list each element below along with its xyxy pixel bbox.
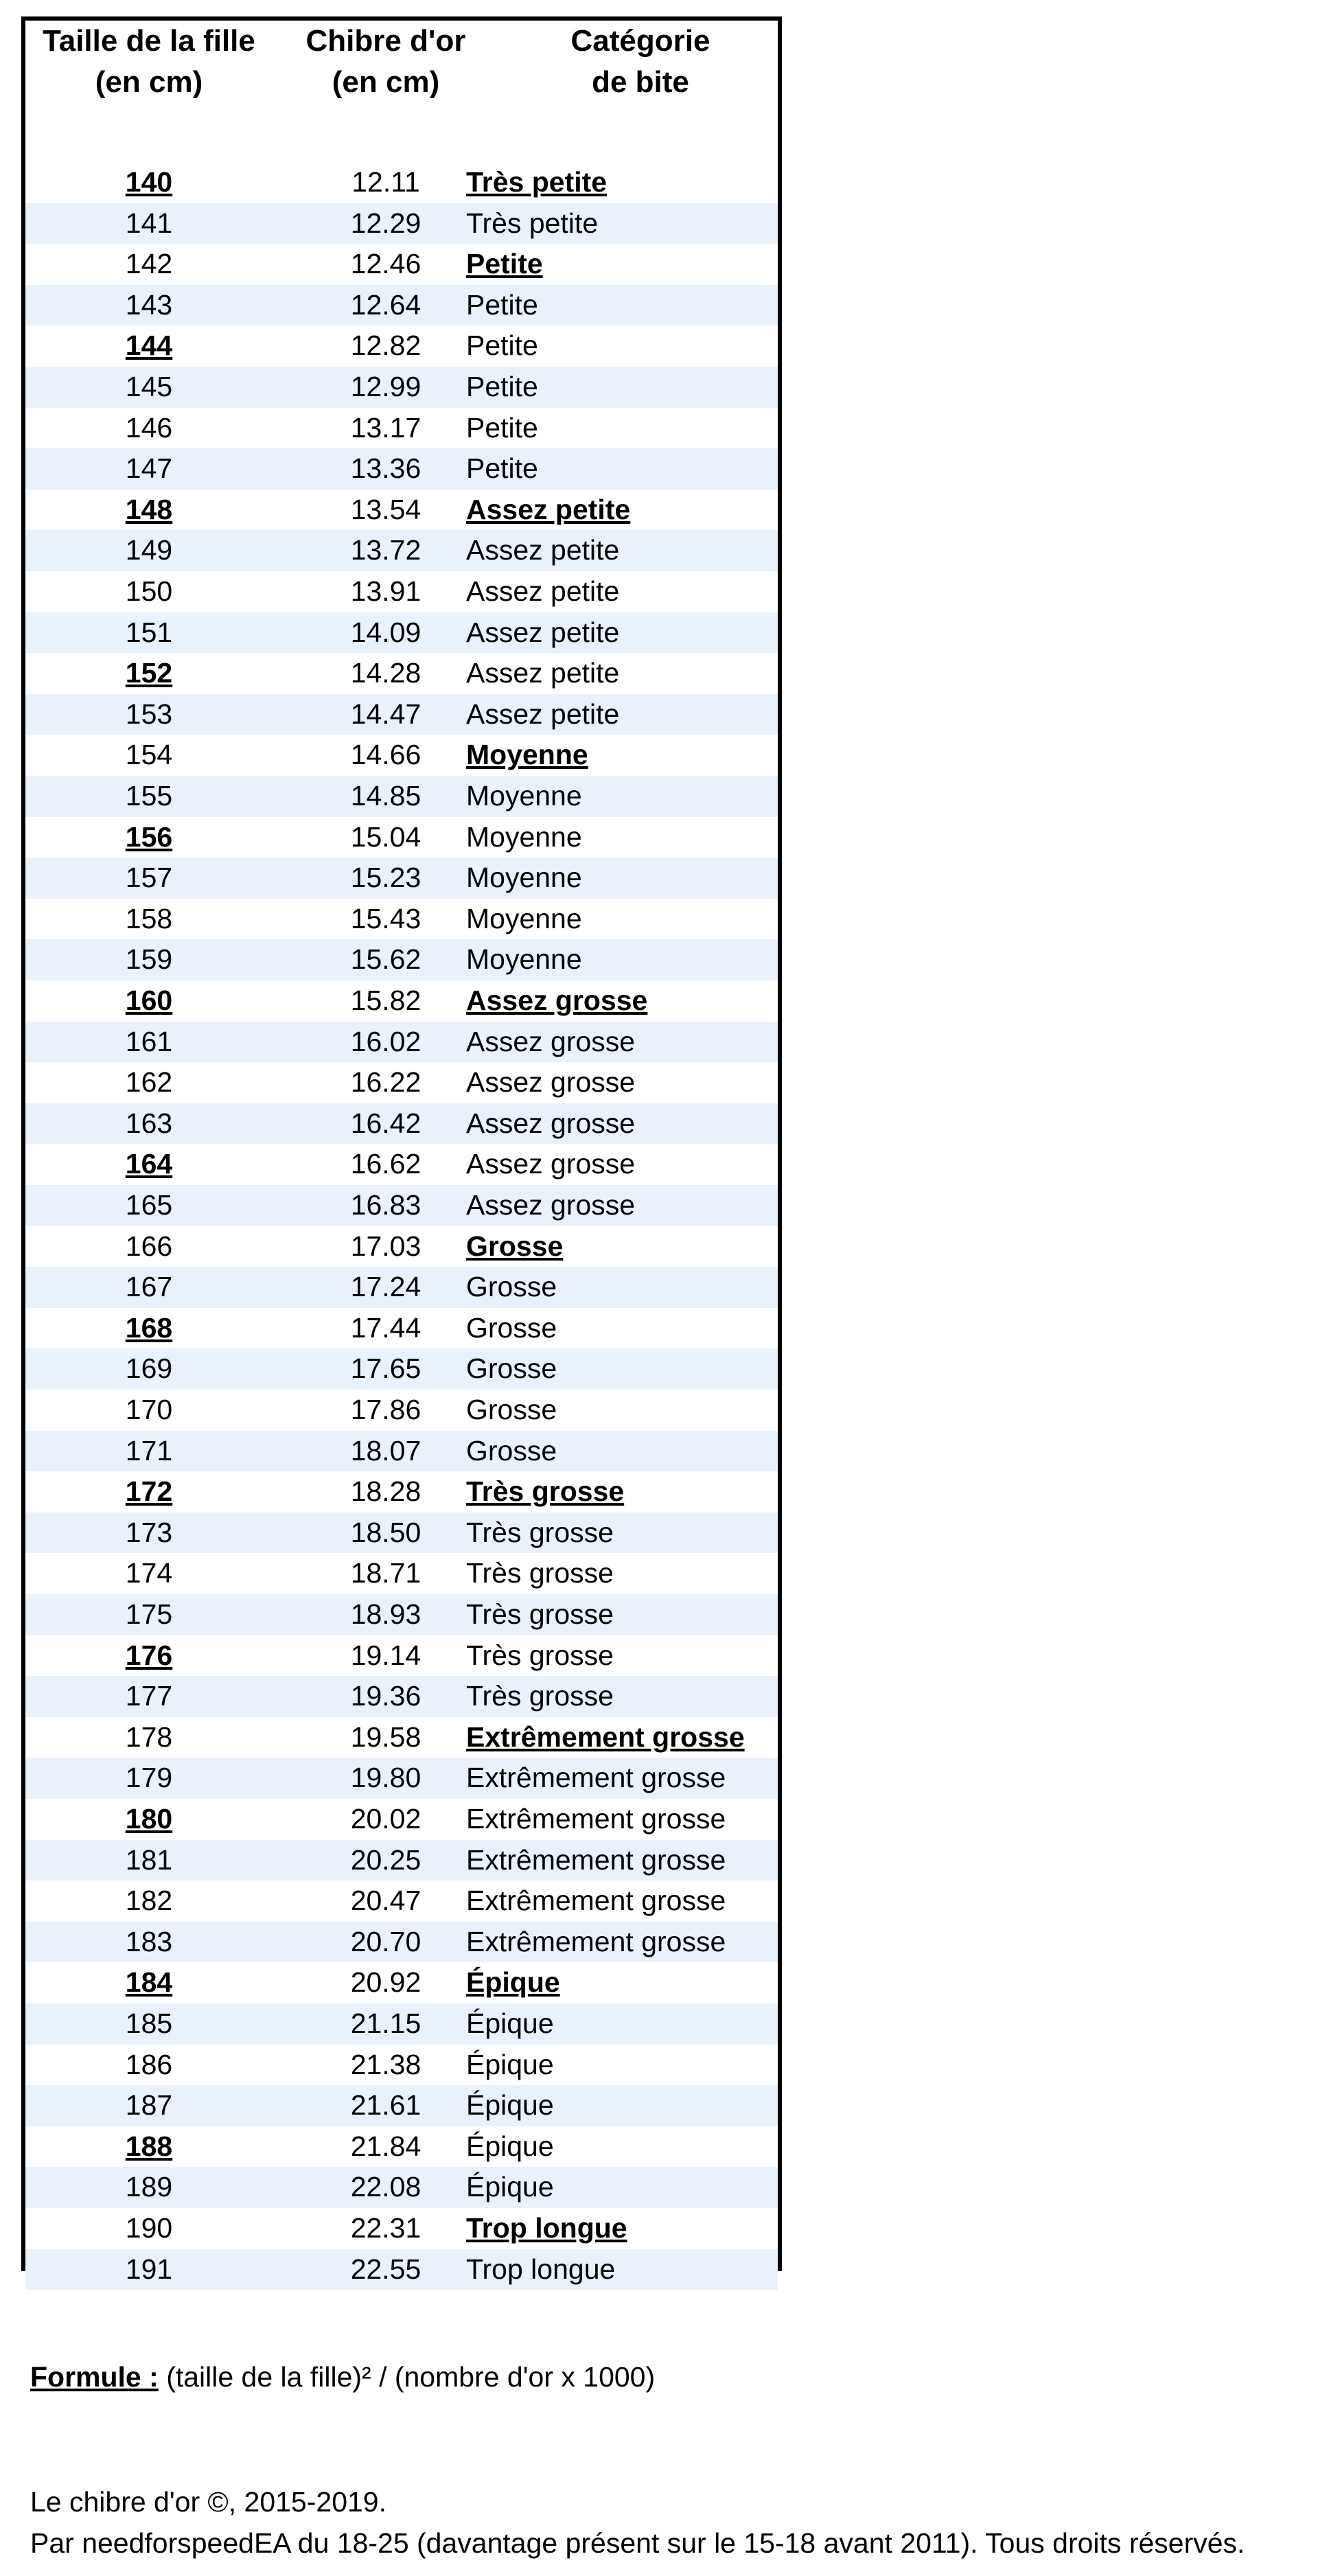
cell-categorie: Très grosse: [466, 1516, 614, 1548]
cell-categorie: Très petite: [466, 166, 608, 198]
cell-chibre: 21.38: [350, 2048, 421, 2080]
table-row: [25, 408, 778, 449]
formula-label: Formule :: [30, 2361, 159, 2393]
cell-categorie: Épique: [466, 2171, 554, 2203]
header-categorie: [499, 21, 782, 103]
table-row: [25, 1676, 778, 1717]
cell-chibre: 21.15: [350, 2008, 421, 2039]
table-row: [25, 1513, 778, 1554]
cell-chibre: 15.62: [350, 943, 421, 976]
cell-chibre: 20.92: [350, 1966, 421, 1999]
cell-categorie: Moyenne: [466, 862, 582, 894]
cell-categorie: Extrêmement grosse: [466, 1803, 726, 1835]
cell-chibre: 15.04: [350, 820, 421, 853]
table-row: [25, 2045, 778, 2086]
cell-taille: 149: [125, 534, 173, 566]
cell-categorie: Très grosse: [466, 1639, 614, 1671]
cell-chibre: 20.47: [350, 1885, 421, 1917]
header-chibre-line1: Chibre d'or: [305, 24, 466, 58]
cell-chibre: 18.28: [350, 1475, 421, 1508]
cell-categorie: Assez petite: [466, 493, 631, 525]
cell-taille: 165: [125, 1189, 173, 1221]
cell-categorie: Moyenne: [466, 739, 588, 771]
cell-categorie: Assez petite: [466, 698, 620, 730]
cell-categorie: Extrêmement grosse: [466, 1843, 726, 1876]
table-row: [25, 490, 778, 531]
cell-taille: 190: [125, 2212, 173, 2244]
cell-chibre: 15.82: [350, 985, 421, 1016]
cell-taille: 158: [125, 902, 173, 934]
table-row: [25, 1390, 778, 1431]
table-row: [25, 244, 778, 285]
table-row: [25, 1267, 778, 1308]
table-row: [25, 325, 778, 367]
cell-categorie: Assez petite: [466, 575, 620, 607]
table-row: [25, 1922, 778, 1963]
cell-taille: 159: [125, 943, 173, 976]
cell-categorie: Grosse: [466, 1311, 557, 1344]
cell-categorie: Grosse: [466, 1434, 557, 1467]
cell-chibre: 19.14: [350, 1639, 421, 1671]
table-row: [25, 2208, 778, 2249]
header-categorie-line1: Catégorie: [570, 24, 710, 58]
header-chibre: [273, 21, 499, 103]
cell-categorie: Moyenne: [466, 943, 582, 976]
cell-taille: 180: [125, 1803, 173, 1835]
table-row: [25, 530, 778, 571]
cell-categorie: Moyenne: [466, 902, 582, 934]
cell-categorie: Assez grosse: [466, 1189, 636, 1221]
cell-taille: 175: [125, 1598, 173, 1630]
cell-chibre: 12.29: [350, 207, 421, 239]
cell-chibre: 17.86: [350, 1394, 421, 1425]
cell-categorie: Grosse: [466, 1271, 557, 1303]
cell-taille: 144: [125, 330, 173, 362]
cell-taille: 161: [125, 1025, 173, 1057]
cell-categorie: Assez grosse: [466, 1148, 636, 1180]
cell-categorie: Assez grosse: [466, 1066, 636, 1099]
table-row: [25, 1635, 778, 1677]
cell-categorie: Moyenne: [466, 780, 582, 812]
table-row: [25, 571, 778, 612]
table-row: [25, 1881, 778, 1922]
author-line: Par needforspeedEA du 18-25 (davantage présent sur le 15-18 avant 2011). Tous droits réservés.: [30, 2527, 1245, 2559]
formula-text: (taille de la fille)² / (nombre d'or x 1000): [158, 2361, 656, 2393]
table-row: [25, 1308, 778, 1349]
table-row: [25, 1144, 778, 1185]
cell-categorie: Petite: [466, 288, 538, 321]
cell-chibre: 18.71: [350, 1557, 421, 1589]
cell-categorie: Moyenne: [466, 820, 582, 853]
cell-taille: 167: [125, 1271, 173, 1303]
table-row: [25, 939, 778, 980]
table-row: [25, 776, 778, 817]
header-taille-line2: (en cm): [95, 65, 203, 99]
cell-taille: 147: [125, 452, 173, 485]
header-chibre-line2: (en cm): [332, 65, 440, 99]
table-row: [25, 448, 778, 490]
cell-taille: 181: [125, 1843, 173, 1876]
cell-categorie: Extrêmement grosse: [466, 1925, 726, 1957]
cell-taille: 169: [125, 1353, 173, 1385]
table-row: [25, 1758, 778, 1799]
cell-chibre: 12.64: [350, 288, 421, 321]
table-row: [25, 1022, 778, 1063]
cell-chibre: 13.91: [350, 575, 421, 607]
cell-categorie: Épique: [466, 2130, 554, 2162]
table-row: [25, 735, 778, 776]
cell-taille: 184: [125, 1966, 173, 1999]
cell-chibre: 14.28: [350, 657, 421, 689]
cell-categorie: Trop longue: [466, 2253, 616, 2285]
table-row: [25, 1431, 778, 1472]
cell-taille: 186: [125, 2048, 173, 2080]
cell-chibre: 16.42: [350, 1107, 421, 1139]
table-row: [25, 1103, 778, 1145]
size-table: [21, 16, 782, 2285]
cell-categorie: Très grosse: [466, 1475, 625, 1508]
table-row: [25, 817, 778, 858]
cell-categorie: Extrêmement grosse: [466, 1885, 726, 1917]
cell-taille: 179: [125, 1762, 173, 1794]
cell-categorie: Assez petite: [466, 657, 620, 689]
cell-chibre: 15.43: [350, 902, 421, 934]
cell-categorie: Grosse: [466, 1353, 557, 1385]
cell-chibre: 20.25: [350, 1843, 421, 1876]
cell-categorie: Grosse: [466, 1230, 564, 1262]
cell-chibre: 22.08: [350, 2171, 421, 2203]
cell-categorie: Extrêmement grosse: [466, 1721, 745, 1753]
cell-taille: 168: [125, 1311, 173, 1344]
cell-chibre: 17.24: [350, 1271, 421, 1303]
cell-taille: 170: [125, 1394, 173, 1425]
cell-taille: 189: [125, 2171, 173, 2203]
table-row: [25, 1185, 778, 1226]
copyright-line: Le chibre d'or ©, 2015-2019.: [30, 2486, 386, 2518]
cell-chibre: 14.09: [350, 616, 421, 648]
cell-categorie: Grosse: [466, 1394, 557, 1425]
cell-categorie: Épique: [466, 2008, 554, 2039]
table-row: [25, 1553, 778, 1594]
header-categorie-line2: de bite: [592, 65, 689, 99]
cell-chibre: 21.84: [350, 2130, 421, 2162]
cell-chibre: 14.66: [350, 739, 421, 771]
cell-chibre: 19.58: [350, 1721, 421, 1753]
cell-chibre: 13.54: [350, 493, 421, 525]
cell-chibre: 12.82: [350, 330, 421, 362]
cell-taille: 188: [125, 2130, 173, 2162]
cell-categorie: Très grosse: [466, 1680, 614, 1712]
cell-chibre: 20.02: [350, 1803, 421, 1835]
table-row: [25, 1594, 778, 1635]
table-row: [25, 612, 778, 654]
cell-categorie: Petite: [466, 330, 538, 362]
cell-taille: 155: [125, 780, 173, 812]
table-row: [25, 858, 778, 899]
table-row: [25, 1226, 778, 1267]
cell-taille: 183: [125, 1925, 173, 1957]
cell-taille: 163: [125, 1107, 173, 1139]
cell-chibre: 12.11: [351, 166, 420, 198]
cell-categorie: Épique: [466, 2048, 554, 2080]
cell-taille: 174: [125, 1557, 173, 1589]
cell-chibre: 19.80: [350, 1762, 421, 1794]
cell-chibre: 16.22: [350, 1066, 421, 1099]
cell-taille: 173: [125, 1516, 173, 1548]
table-row: [25, 899, 778, 940]
cell-taille: 160: [125, 985, 173, 1016]
cell-chibre: 17.44: [350, 1311, 421, 1344]
cell-chibre: 19.36: [350, 1680, 421, 1712]
cell-chibre: 18.50: [350, 1516, 421, 1548]
cell-categorie: Extrêmement grosse: [466, 1762, 726, 1794]
cell-taille: 171: [125, 1434, 173, 1467]
cell-chibre: 20.70: [350, 1925, 421, 1957]
cell-taille: 178: [125, 1721, 173, 1753]
cell-chibre: 16.02: [350, 1025, 421, 1057]
cell-categorie: Épique: [466, 2089, 554, 2121]
cell-taille: 156: [125, 820, 173, 853]
cell-taille: 140: [125, 166, 173, 198]
cell-categorie: Petite: [466, 248, 543, 280]
cell-chibre: 14.85: [350, 780, 421, 812]
table-row: [25, 2003, 778, 2045]
table-row: [25, 1471, 778, 1513]
cell-categorie: Assez grosse: [466, 985, 648, 1016]
cell-chibre: 17.03: [350, 1230, 421, 1262]
cell-taille: 151: [125, 616, 173, 648]
table-row: [25, 980, 778, 1022]
cell-chibre: 21.61: [350, 2089, 421, 2121]
cell-taille: 172: [125, 1475, 173, 1508]
table-row: [25, 1799, 778, 1840]
table-row: [25, 2126, 778, 2167]
cell-taille: 182: [125, 1885, 173, 1917]
header-taille-line1: Taille de la fille: [43, 24, 255, 58]
cell-categorie: Assez grosse: [466, 1025, 636, 1057]
cell-chibre: 13.17: [350, 411, 421, 444]
table-row: [25, 1348, 778, 1390]
table-row: [25, 1717, 778, 1758]
cell-chibre: 22.31: [350, 2212, 421, 2244]
cell-taille: 143: [125, 288, 173, 321]
cell-categorie: Très grosse: [466, 1557, 614, 1589]
cell-chibre: 22.55: [350, 2253, 421, 2285]
cell-chibre: 16.83: [350, 1189, 421, 1221]
table-row: [25, 2085, 778, 2126]
table-row: [25, 203, 778, 244]
cell-chibre: 14.47: [350, 698, 421, 730]
cell-taille: 152: [125, 657, 173, 689]
cell-categorie: Assez grosse: [466, 1107, 636, 1139]
cell-taille: 185: [125, 2008, 173, 2039]
cell-categorie: Très petite: [466, 207, 599, 239]
cell-chibre: 12.99: [350, 371, 421, 402]
cell-taille: 154: [125, 739, 173, 771]
cell-categorie: Petite: [466, 371, 538, 402]
cell-chibre: 16.62: [350, 1148, 421, 1180]
cell-taille: 166: [125, 1230, 173, 1262]
cell-chibre: 18.93: [350, 1598, 421, 1630]
cell-taille: 187: [125, 2089, 173, 2121]
table-row: [25, 1962, 778, 2003]
cell-taille: 141: [125, 207, 173, 239]
header-taille: [25, 21, 273, 103]
cell-chibre: 17.65: [350, 1353, 421, 1385]
cell-taille: 157: [125, 862, 173, 894]
cell-taille: 162: [125, 1066, 173, 1099]
cell-chibre: 13.36: [350, 452, 421, 485]
cell-taille: 164: [125, 1148, 173, 1180]
table-row: [25, 162, 778, 203]
cell-taille: 142: [125, 248, 173, 280]
cell-categorie: Trop longue: [466, 2212, 627, 2244]
cell-categorie: Assez petite: [466, 534, 620, 566]
cell-chibre: 18.07: [350, 1434, 421, 1467]
table-row: [25, 1062, 778, 1103]
formula: [30, 2356, 655, 2397]
cell-taille: 146: [125, 411, 173, 444]
cell-taille: 148: [125, 493, 173, 525]
table-row: [25, 2167, 778, 2208]
table-row: [25, 2249, 778, 2290]
cell-taille: 150: [125, 575, 173, 607]
table-row: [25, 694, 778, 735]
cell-chibre: 13.72: [350, 534, 421, 566]
cell-categorie: Petite: [466, 452, 538, 485]
cell-taille: 177: [125, 1680, 173, 1712]
cell-chibre: 12.46: [350, 248, 421, 280]
cell-chibre: 15.23: [350, 862, 421, 894]
cell-categorie: Très grosse: [466, 1598, 614, 1630]
cell-categorie: Assez petite: [466, 616, 620, 648]
cell-taille: 153: [125, 698, 173, 730]
table-row: [25, 1840, 778, 1881]
table-row: [25, 285, 778, 326]
cell-taille: 176: [125, 1639, 173, 1671]
cell-categorie: Épique: [466, 1966, 560, 1999]
table-row: [25, 653, 778, 694]
cell-taille: 145: [125, 371, 173, 402]
table-row: [25, 367, 778, 408]
cell-categorie: Petite: [466, 411, 538, 444]
cell-taille: 191: [125, 2253, 173, 2285]
